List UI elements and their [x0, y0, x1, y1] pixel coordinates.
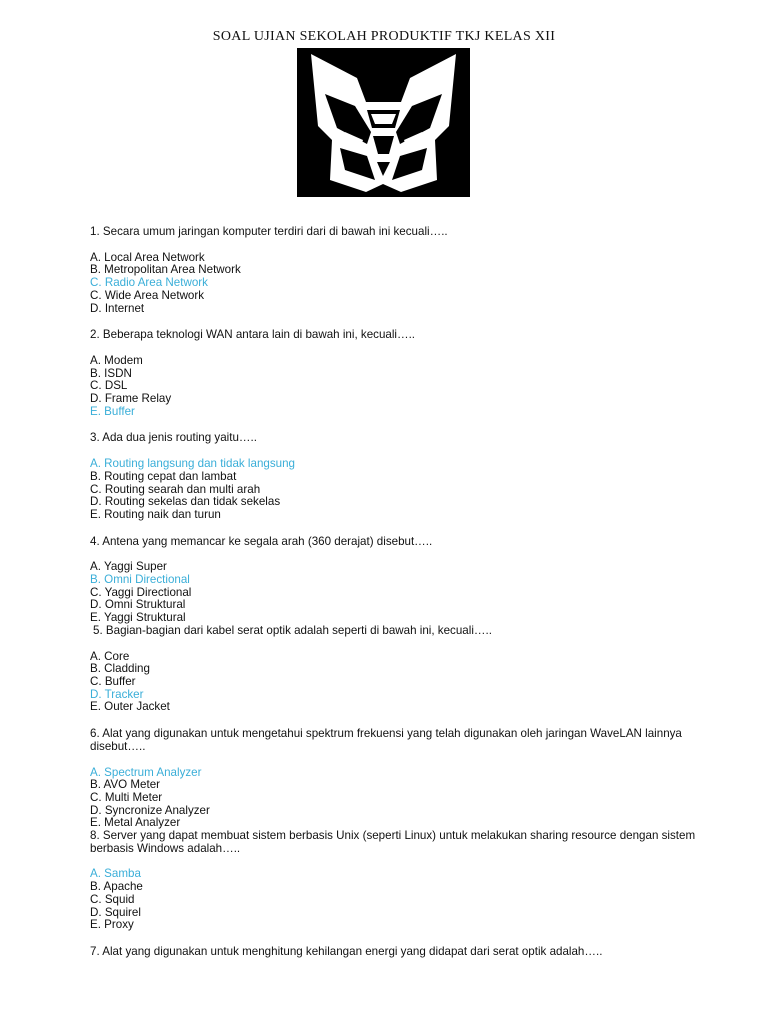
- option-4d: D. Omni Struktural: [90, 598, 186, 612]
- option-4b-correct: B. Omni Directional: [90, 573, 190, 587]
- option-3c: C. Routing searah dan multi arah: [90, 482, 261, 496]
- option-4e: E. Yaggi Struktural: [90, 611, 186, 625]
- logo: [297, 48, 470, 197]
- options-q5: [90, 651, 730, 715]
- question-1: 1. Secara umum jaringan komputer terdiri dari di bawah ini kecuali…..: [90, 225, 448, 238]
- option-5a: A. Core: [90, 649, 130, 663]
- option-1c: C. Wide Area Network: [90, 288, 205, 302]
- option-1a: A. Local Area Network: [90, 250, 205, 264]
- option-8d: D. Squirel: [90, 905, 141, 919]
- option-5c: C. Buffer: [90, 674, 136, 688]
- option-6b: B. AVO Meter: [90, 778, 161, 792]
- question-5: 5. Bagian-bagian dari kabel serat optik adalah seperti di bawah ini, kecuali…..: [93, 623, 492, 637]
- option-6e: E. Metal Analyzer: [90, 816, 181, 830]
- option-1d: D. Internet: [90, 301, 145, 315]
- option-4c: C. Yaggi Directional: [90, 585, 192, 599]
- question-2: 2. Beberapa teknologi WAN antara lain di bawah ini, kecuali…..: [90, 328, 416, 342]
- option-2a: A. Modem: [90, 353, 143, 367]
- option-8b: B. Apache: [90, 880, 143, 894]
- options-q8: [90, 868, 730, 932]
- option-6d: D. Syncronize Analyzer: [90, 803, 210, 817]
- page-title: SOAL UJIAN SEKOLAH PRODUKTIF TKJ KELAS XII: [212, 29, 556, 44]
- decepticon-emblem-icon: [297, 48, 470, 197]
- option-2c: C. DSL: [90, 379, 128, 393]
- option-2e-correct: E. Buffer: [90, 404, 135, 418]
- option-3b: B. Routing cepat dan lambat: [90, 469, 237, 483]
- option-2d: D. Frame Relay: [90, 392, 172, 406]
- question-8: 8. Server yang dapat membuat sistem berbasis Unix (seperti Linux) untuk melakukan sharing resource dengan sistem berbasis Windows adalah…..: [90, 829, 696, 855]
- options-q4: [90, 561, 730, 625]
- option-8a-correct: A. Samba: [90, 867, 141, 881]
- option-8e: E. Proxy: [90, 918, 134, 932]
- options-q6: [90, 767, 730, 831]
- logo-label: TKJ B: [366, 61, 401, 75]
- option-2b: B. ISDN: [90, 366, 132, 380]
- question-6: 6. Alat yang digunakan untuk mengetahui spektrum frekuensi yang telah digunakan oleh jaringan WaveLAN lainnya disebut…..: [90, 727, 682, 753]
- option-1c-correct: C. Radio Area Network: [90, 276, 208, 290]
- options-q3: [90, 458, 730, 522]
- option-4a: A. Yaggi Super: [90, 560, 167, 574]
- option-3a-correct: A. Routing langsung dan tidak langsung: [90, 457, 295, 471]
- option-5b: B. Cladding: [90, 662, 150, 676]
- option-6a-correct: A. Spectrum Analyzer: [90, 765, 202, 779]
- option-8c: C. Squid: [90, 892, 135, 906]
- question-4: 4. Antena yang memancar ke segala arah (360 derajat) disebut…..: [90, 534, 433, 548]
- option-6c: C. Multi Meter: [90, 790, 163, 804]
- question-3: 3. Ada dua jenis routing yaitu…..: [90, 431, 257, 445]
- options-q2: [90, 355, 730, 419]
- options-q1: [90, 252, 730, 316]
- option-3e: E. Routing naik dan turun: [90, 507, 221, 521]
- option-3d: D. Routing sekelas dan tidak sekelas: [90, 495, 281, 509]
- question-7: 7. Alat yang digunakan untuk menghitung kehilangan energi yang didapat dari serat optik adalah…..: [90, 944, 603, 958]
- option-1b: B. Metropolitan Area Network: [90, 263, 241, 277]
- option-5e: E. Outer Jacket: [90, 700, 170, 714]
- question-list: [90, 226, 730, 959]
- option-5d-correct: D. Tracker: [90, 687, 144, 701]
